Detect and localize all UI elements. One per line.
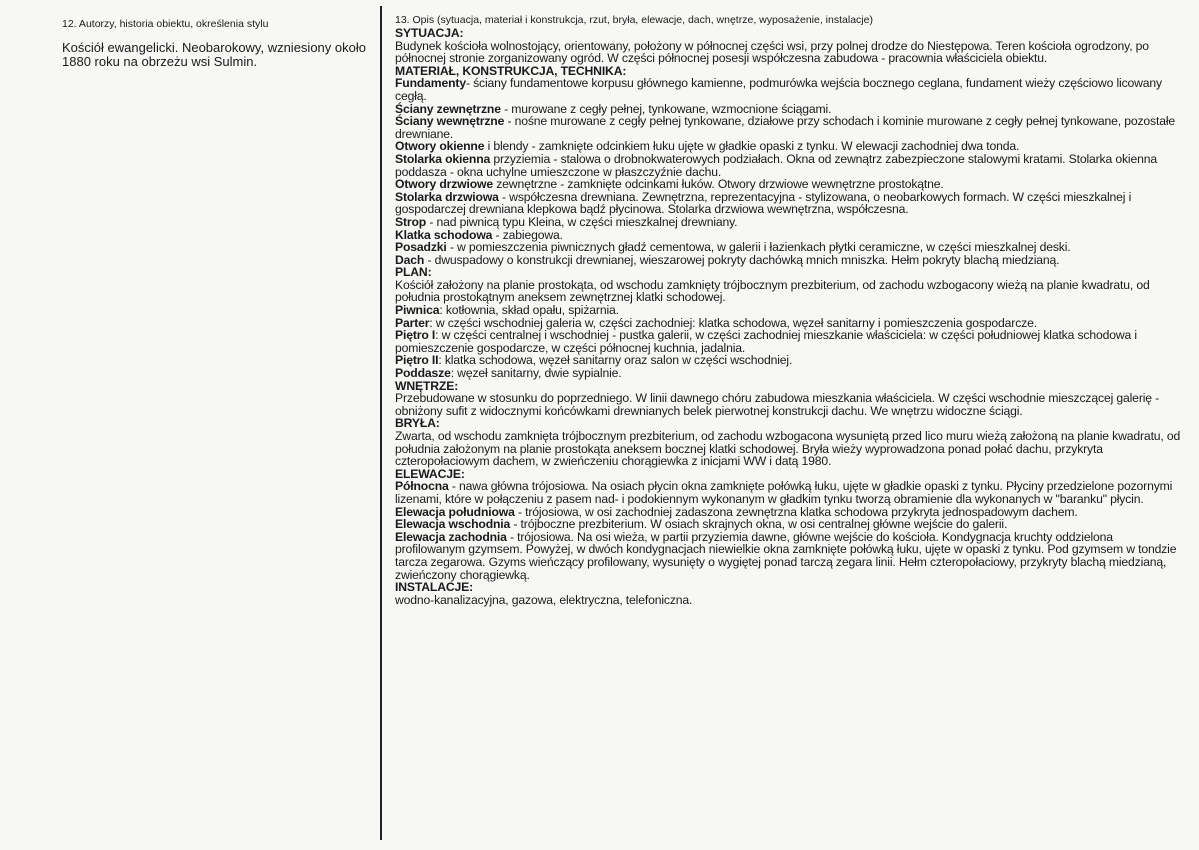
item-text: - trójboczne prezbiterium. W osiach skrajnych okna, w osi centralnej główne wejście do galerii.: [510, 517, 1008, 532]
item-text: - nad piwnicą typu Kleina, w części mieszkalnej drewniany.: [426, 214, 738, 229]
item-term: Elewacja południowa: [395, 504, 515, 519]
item-text: : klatka schodowa, węzeł sanitarny oraz salon w części wschodniej.: [438, 353, 793, 368]
item-text: - murowane z cegły pełnej, tynkowane, wzmocnione ściągami.: [500, 101, 832, 116]
item-text: : w części wschodniej galeria w, części zachodniej: klatka schodowa, węzeł sanitarny i pomieszczenia gospodarcze.: [429, 315, 1037, 330]
item-term: Parter: [395, 315, 430, 330]
item-term: Piętro I: [395, 328, 436, 343]
material-item: [395, 77, 1185, 102]
item-term: Dach: [395, 252, 425, 267]
bryla-text: Zwarta, od wschodu zamknięta trójbocznym prezbiterium, od zachodu wzbogacona wysuniętą przed lico muru wieżą założoną na planie kwadratu, od południa założonym na planie prostokąta aneksem bocznej klatki schodowej. Bryła wieży wyprowadzona ponad połać dachu, przykryta czteropołaciowym dachem, w zwieńczeniu chorągiewka z inicjami WW i datą 1980.: [395, 429, 1181, 469]
section-13-body: [395, 27, 1185, 606]
bryla-title: BRYŁA:: [395, 416, 440, 431]
item-text: przyziemia - stalowa o drobnokwaterowych podziałach. Okna od zewnątrz zabezpieczone stalowymi kratami. Stolarka okienna poddasza - okna uchylne umieszczone w płaszczyźnie dachu.: [395, 151, 1157, 179]
wnetrze-title: WNĘTRZE:: [395, 378, 459, 393]
plan-item: [395, 329, 1185, 354]
column-divider: [380, 6, 382, 840]
elewacje-item: [395, 531, 1185, 581]
item-term: Poddasze: [395, 366, 451, 381]
material-title: MATERIAŁ, KONSTRUKCJA, TECHNIKA:: [395, 63, 627, 78]
material-item: [395, 153, 1185, 178]
item-text: - współczesna drewniana. Zewnętrzna, reprezentacyjna - stylizowana, o neobarkowych formach. W części mieszkalnej i gospodarczej drewniana klepkowa bądź płycinowa. Stolarka drzwiowa wewnętrzna, współczesna.: [395, 189, 1132, 217]
sytuacja-text: Budynek kościoła wolnostojący, orientowany, położony w północnej części wsi, przy polnej drodze do Niestępowa. Teren kościoła ogrodzony, po północnej stronie zorganizowany ogród. W części północnej posesji współczesna zabudowa - pracownia właściciela obiektu.: [395, 38, 1149, 66]
item-term: Fundamenty: [395, 76, 466, 91]
left-column: [62, 18, 372, 69]
item-term: Otwory drzwiowe: [395, 177, 493, 192]
item-term: Piętro II: [395, 353, 439, 368]
item-text: : węzeł sanitarny, dwie sypialnie.: [450, 366, 622, 381]
item-text: - trójosiowa, w osi zachodniej zadaszona zewnętrzna klatka schodowa przykryta jednospadowym dachem.: [514, 504, 1078, 519]
item-term: Stolarka okienna: [395, 151, 491, 166]
section-13-heading: 13. Opis (sytuacja, materiał i konstrukcja, rzut, bryła, elewacje, dach, wnętrze, wyposażenie, instalacje): [395, 14, 873, 26]
sytuacja-title: SYTUACJA:: [395, 26, 464, 40]
material-item: [395, 191, 1185, 216]
item-text: - w pomieszczenia piwnicznych gładź cementowa, w galerii i łazienkach płytki ceramiczne, w części mieszkalnej deski.: [446, 240, 1071, 255]
item-term: Klatka schodowa: [395, 227, 493, 242]
item-text: i blendy - zamknięte odcinkiem łuku ujęte w gładkie opaski z tynku. W elewacji zachodniej dwa tonda.: [484, 139, 1020, 154]
plan-item: [395, 367, 1185, 380]
item-term: Piwnica: [395, 303, 440, 318]
item-term: Otwory okienne: [395, 139, 485, 154]
wnetrze-text: Przebudowane w stosunku do poprzedniego. W linii dawnego chóru zabudowa mieszkania właściciela. W części wschodnie mieszczącej galerię - obniżony sufit z widocznymi końcówkami drewnianych belek pierwotnej konstrukcji dachu. We wnętrzu widoczne ściągi.: [395, 391, 1160, 418]
item-term: Ściany wewnętrzne: [395, 114, 505, 129]
item-term: Stolarka drzwiowa: [395, 189, 499, 204]
instalacje-title: INSTALACJE:: [395, 580, 474, 595]
item-term: Posadzki: [395, 240, 447, 255]
elewacje-item: [395, 480, 1185, 505]
item-text: - trójosiowa. Na osi wieża, w partii przyziemia dawne, główne wejście do kościoła. Kondygnacja kruchty oddzielona profilowanym gzymsem. Powyżej, w dwóch kondygnacjach niewielkie okna zamknięte połówką łuku, ujęte w opaski z tynku. Pod gzymsem w tondzie tarcza zegarowa. Gzyms wieńczący profilowany, wysunięty o wygiętej ponad tarczą zegara linii. Hełm czteropołaciowy, przykryty blachą miedzianą, zwieńczony chorągiewką.: [395, 529, 1177, 582]
item-term: Elewacja wschodnia: [395, 517, 511, 532]
plan-title: PLAN:: [395, 265, 432, 280]
item-term: Północna: [395, 479, 449, 494]
item-term: Elewacja zachodnia: [395, 529, 507, 544]
material-item: [395, 115, 1185, 140]
item-text: - nośne murowane z cegły pełnej tynkowane, działowe przy schodach i kominie murowane z cegły pełnej tynkowane, pozostałe drewniane.: [395, 114, 1176, 141]
item-text: : w części centralnej i wschodniej - pustka galerii, w części zachodniej mieszkanie właściciela: w części południowej klatka schodowa i pomieszczenie gospodarcze, w części północnej kuchnia, jadalnia.: [395, 328, 1137, 355]
plan-intro: Kościół założony na planie prostokąta, od wschodu zamknięty trójbocznym prezbiterium, od zachodu wzbogacony wieżą na planie kwadratu, od południa prostokątnym aneksem zewnętrznej klatki schodowej.: [395, 277, 1150, 305]
item-term: Strop: [395, 214, 427, 229]
material-item: [395, 254, 1185, 267]
item-text: zewnętrzne - zamknięte odcinkami łuków. Otwory drzwiowe wewnętrzne prostokątne.: [492, 177, 944, 192]
item-text: - zabiegowa.: [492, 227, 563, 242]
section-12-text: Kościół ewangelicki. Neobarokowy, wzniesiony około 1880 roku na obrzeżu wsi Sulmin.: [62, 40, 366, 69]
item-text: - ściany fundamentowe korpusu głównego kamienne, podmurówka wejścia bocznego ceglana, fundament wieży częściowo licowany cegłą.: [395, 76, 1162, 103]
item-term: Ściany zewnętrzne: [395, 101, 501, 116]
section-12-heading: 12. Autorzy, historia obiektu, określenia stylu: [62, 18, 269, 30]
elewacje-title: ELEWACJE:: [395, 466, 465, 481]
right-column: [395, 14, 1185, 606]
instalacje-text: wodno-kanalizacyjna, gazowa, elektryczna, telefoniczna.: [395, 592, 693, 607]
item-text: : kotłownia, skład opału, spiżarnia.: [439, 303, 619, 318]
item-text: - dwuspadowy o konstrukcji drewnianej, wieszarowej pokryty dachówką mnich mniszka. Hełm pokryty blachą miedzianą.: [424, 252, 1060, 267]
item-text: - nawa główna trójosiowa. Na osiach płycin okna zamknięte połówką łuku, ujęte w gładkie opaski z tynku. Płyciny przedzielone pozornymi lizenami, które w połączeniu z pasem nad- i podokiennym wykonanym w gładkim tynku tworzą obramienie dla wykonanych w "baranku" płycin.: [395, 479, 1173, 506]
